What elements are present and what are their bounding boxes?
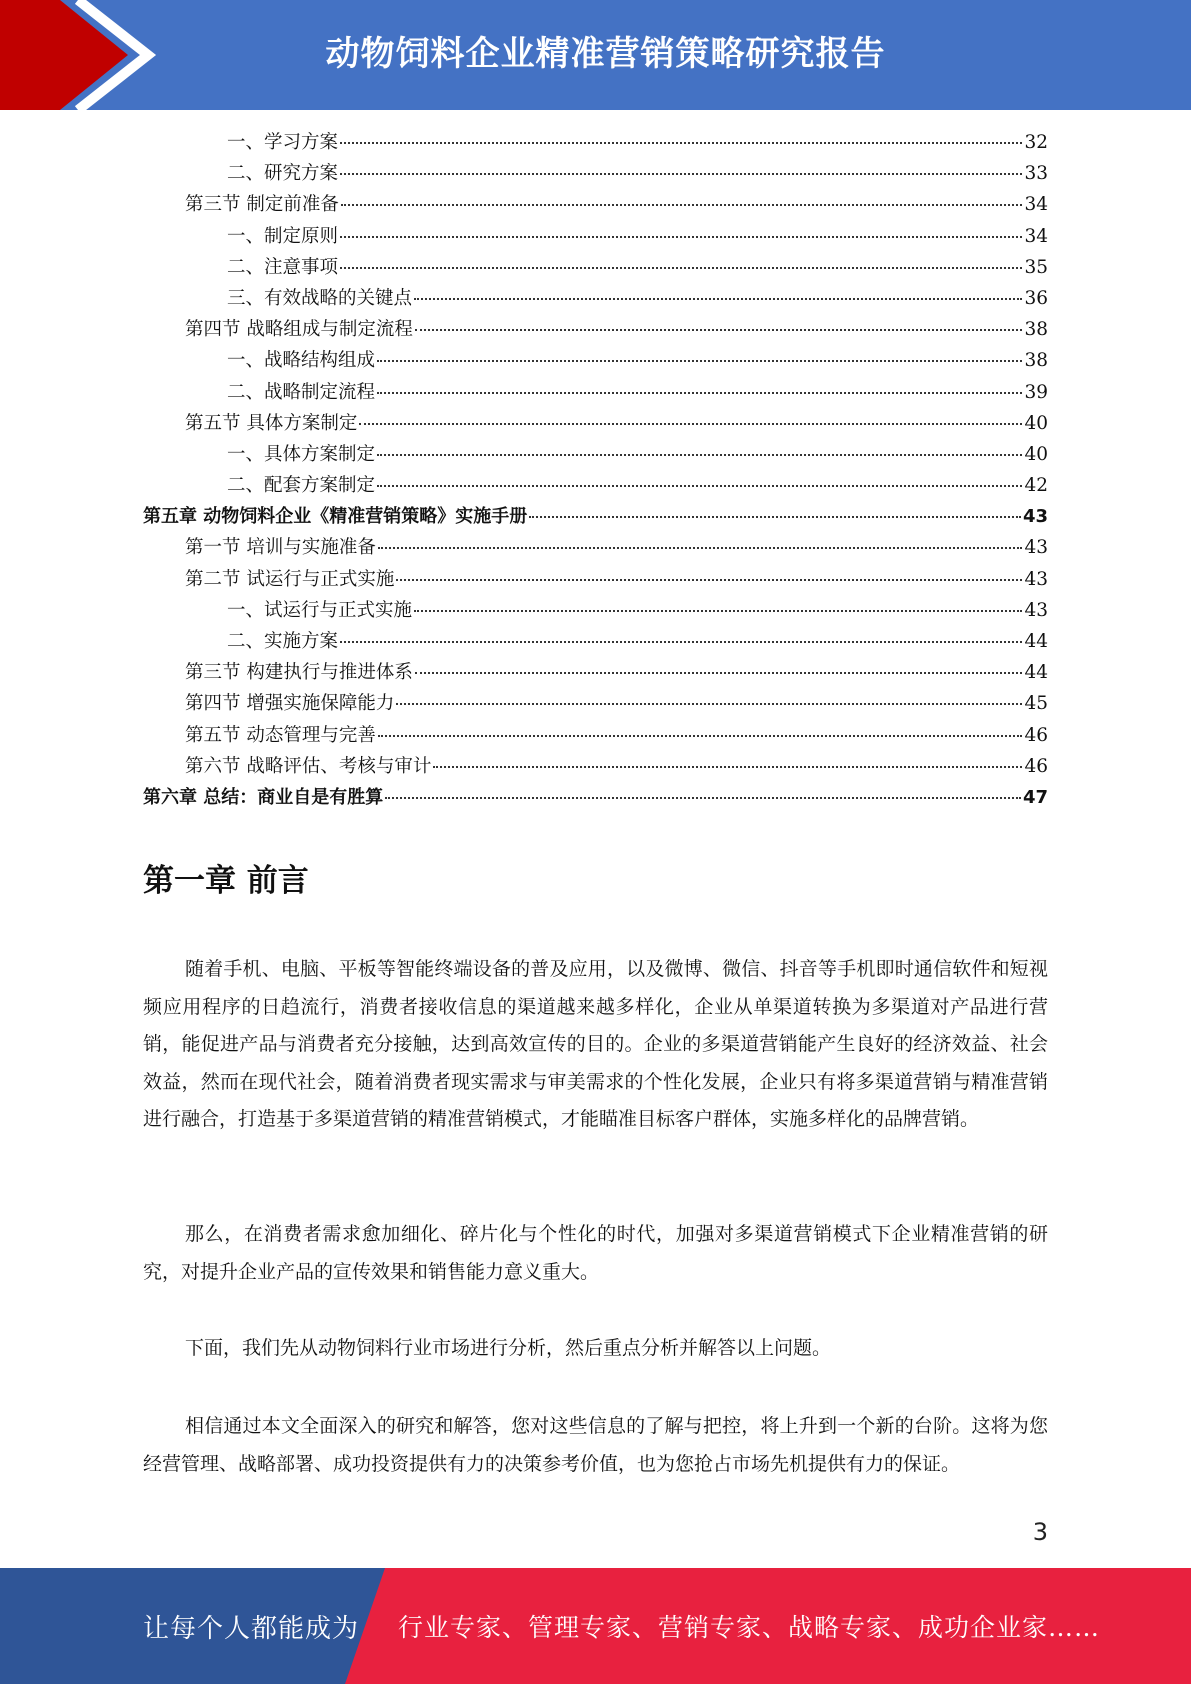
toc-entry-title: 三、有效战略的关键点 xyxy=(227,287,413,309)
toc-leader-dots xyxy=(396,703,1022,705)
toc-entry-page: 43 xyxy=(1024,568,1048,590)
toc-entry-title: 一、具体方案制定 xyxy=(227,443,376,465)
toc-entry[interactable] xyxy=(143,533,1048,564)
toc-entry[interactable] xyxy=(143,658,1048,689)
report-title: 动物饲料企业精准营销策略研究报告 xyxy=(325,34,886,74)
paragraph-1: 随着手机、电脑、平板等智能终端设备的普及应用，以及微博、微信、抖音等手机即时通信软件和短视频应用程序的日趋流行，消费者接收信息的渠道越来越多样化，企业从单渠道转换为多渠道对产品进行营销，能促进产品与消费者充分接触，达到高效宣传的目的。企业的多渠道营销能产生良好的经济效益、社会效益，然而在现代社会，随着消费者现实需求与审美需求的个性化发展，企业只有将多渠道营销与精准营销进行融合，打造基于多渠道营销的精准营销模式，才能瞄准目标客户群体，实施多样化的品牌营销。 xyxy=(143,958,1048,1130)
toc-entry-title: 二、注意事项 xyxy=(227,256,339,278)
toc-leader-dots xyxy=(359,423,1022,425)
toc-leader-dots xyxy=(415,672,1023,674)
toc-entry-title: 第五章 动物饲料企业《精准营销策略》实施手册 xyxy=(143,506,528,528)
toc-entry-title: 第一节 培训与实施准备 xyxy=(185,537,376,559)
toc-entry-page: 36 xyxy=(1024,287,1048,309)
toc-entry-page: 32 xyxy=(1024,132,1048,153)
toc-entry-page: 44 xyxy=(1024,662,1048,684)
toc-leader-dots xyxy=(414,298,1022,300)
toc-leader-dots xyxy=(340,173,1022,175)
toc-leader-dots xyxy=(340,236,1022,238)
chapter-heading: 第一章 前言 xyxy=(143,863,309,899)
toc-entry[interactable] xyxy=(143,440,1048,471)
toc-entry[interactable] xyxy=(143,190,1048,221)
toc-entry-title: 第六章 总结：商业自是有胜算 xyxy=(143,786,384,808)
toc-entry[interactable] xyxy=(143,409,1048,440)
toc-leader-dots xyxy=(377,454,1022,456)
page-footer xyxy=(0,1568,1191,1684)
toc-entry-page: 40 xyxy=(1024,443,1048,465)
toc-leader-dots xyxy=(529,516,1021,518)
toc-entry-page: 33 xyxy=(1024,163,1048,185)
toc-entry-title: 第三节 构建执行与推进体系 xyxy=(185,662,413,684)
table-of-contents xyxy=(143,128,1048,814)
toc-leader-dots xyxy=(377,392,1022,394)
toc-entry[interactable] xyxy=(143,253,1048,284)
toc-entry[interactable] xyxy=(143,721,1048,752)
toc-entry[interactable] xyxy=(143,627,1048,658)
toc-entry-page: 38 xyxy=(1024,350,1048,372)
toc-entry-title: 一、制定原则 xyxy=(227,225,339,247)
toc-entry-page: 46 xyxy=(1024,755,1048,777)
toc-entry-page: 34 xyxy=(1024,194,1048,216)
toc-entry[interactable] xyxy=(143,752,1048,783)
toc-entry[interactable] xyxy=(143,346,1048,377)
footer-slogan-right: 行业专家、管理专家、营销专家、战略专家、成功企业家…… xyxy=(398,1613,1101,1642)
toc-entry-page: 35 xyxy=(1024,256,1048,278)
toc-entry-title: 二、战略制定流程 xyxy=(227,381,376,403)
toc-entry[interactable] xyxy=(143,222,1048,253)
toc-entry-page: 39 xyxy=(1024,381,1048,403)
toc-entry-title: 一、战略结构组成 xyxy=(227,350,376,372)
toc-entry-title: 第五节 动态管理与完善 xyxy=(185,724,376,746)
toc-entry-title: 二、实施方案 xyxy=(227,631,339,652)
toc-entry-page: 40 xyxy=(1024,412,1048,434)
toc-leader-dots xyxy=(378,735,1023,737)
toc-entry-title: 一、试运行与正式实施 xyxy=(227,599,413,621)
toc-entry-page: 43 xyxy=(1022,506,1048,528)
toc-entry[interactable] xyxy=(143,159,1048,190)
toc-entry-title: 第五节 具体方案制定 xyxy=(185,412,358,434)
toc-entry[interactable] xyxy=(143,596,1048,627)
paragraph-3: 下面，我们先从动物饲料行业市场进行分析，然后重点分析并解答以上问题。 xyxy=(185,1337,832,1359)
toc-entry[interactable] xyxy=(143,315,1048,346)
toc-leader-dots xyxy=(385,797,1021,799)
toc-leader-dots xyxy=(340,641,1022,643)
footer-slogan-left: 让每个人都能成为 xyxy=(143,1614,360,1644)
toc-entry-page: 43 xyxy=(1024,537,1048,559)
toc-entry-page: 47 xyxy=(1022,786,1048,808)
toc-leader-dots xyxy=(377,485,1022,487)
toc-entry[interactable] xyxy=(143,284,1048,315)
toc-entry-title: 一、学习方案 xyxy=(227,132,339,153)
toc-entry[interactable] xyxy=(143,502,1048,533)
toc-entry[interactable] xyxy=(143,565,1048,596)
toc-entry-title: 二、研究方案 xyxy=(227,163,339,185)
toc-entry-page: 42 xyxy=(1024,475,1048,497)
toc-entry-title: 第六节 战略评估、考核与审计 xyxy=(185,755,432,777)
toc-entry[interactable] xyxy=(143,471,1048,502)
toc-leader-dots xyxy=(433,766,1022,768)
toc-leader-dots xyxy=(414,610,1022,612)
toc-leader-dots xyxy=(396,579,1022,581)
toc-entry-page: 44 xyxy=(1024,631,1048,652)
toc-entry-title: 二、配套方案制定 xyxy=(227,475,376,497)
paragraph-2: 那么，在消费者需求愈加细化、碎片化与个性化的时代，加强对多渠道营销模式下企业精准营销的研究，对提升企业产品的宣传效果和销售能力意义重大。 xyxy=(143,1223,1048,1283)
toc-leader-dots xyxy=(340,142,1022,144)
toc-entry-title: 第四节 增强实施保障能力 xyxy=(185,693,395,715)
toc-entry[interactable] xyxy=(143,378,1048,409)
toc-leader-dots xyxy=(341,204,1023,206)
toc-entry-page: 45 xyxy=(1024,693,1048,715)
toc-entry-page: 34 xyxy=(1024,225,1048,247)
toc-entry-title: 第二节 试运行与正式实施 xyxy=(185,568,395,590)
toc-leader-dots xyxy=(378,547,1023,549)
page-number: 3 xyxy=(1032,1518,1048,1546)
toc-leader-dots xyxy=(415,329,1023,331)
paragraph-4: 相信通过本文全面深入的研究和解答，您对这些信息的了解与把控，将上升到一个新的台阶。这将为您经营管理、战略部署、成功投资提供有力的决策参考价值，也为您抢占市场先机提供有力的保证。 xyxy=(143,1415,1048,1475)
toc-leader-dots xyxy=(340,267,1022,269)
toc-entry-title: 第四节 战略组成与制定流程 xyxy=(185,319,413,341)
toc-entry[interactable] xyxy=(143,689,1048,720)
toc-entry-title: 第三节 制定前准备 xyxy=(185,194,339,216)
toc-entry[interactable] xyxy=(143,783,1048,814)
toc-entry-page: 38 xyxy=(1024,319,1048,341)
toc-entry-page: 43 xyxy=(1024,599,1048,621)
page-header xyxy=(0,0,1191,110)
toc-entry[interactable] xyxy=(143,128,1048,159)
toc-leader-dots xyxy=(377,360,1022,362)
toc-entry-page: 46 xyxy=(1024,724,1048,746)
